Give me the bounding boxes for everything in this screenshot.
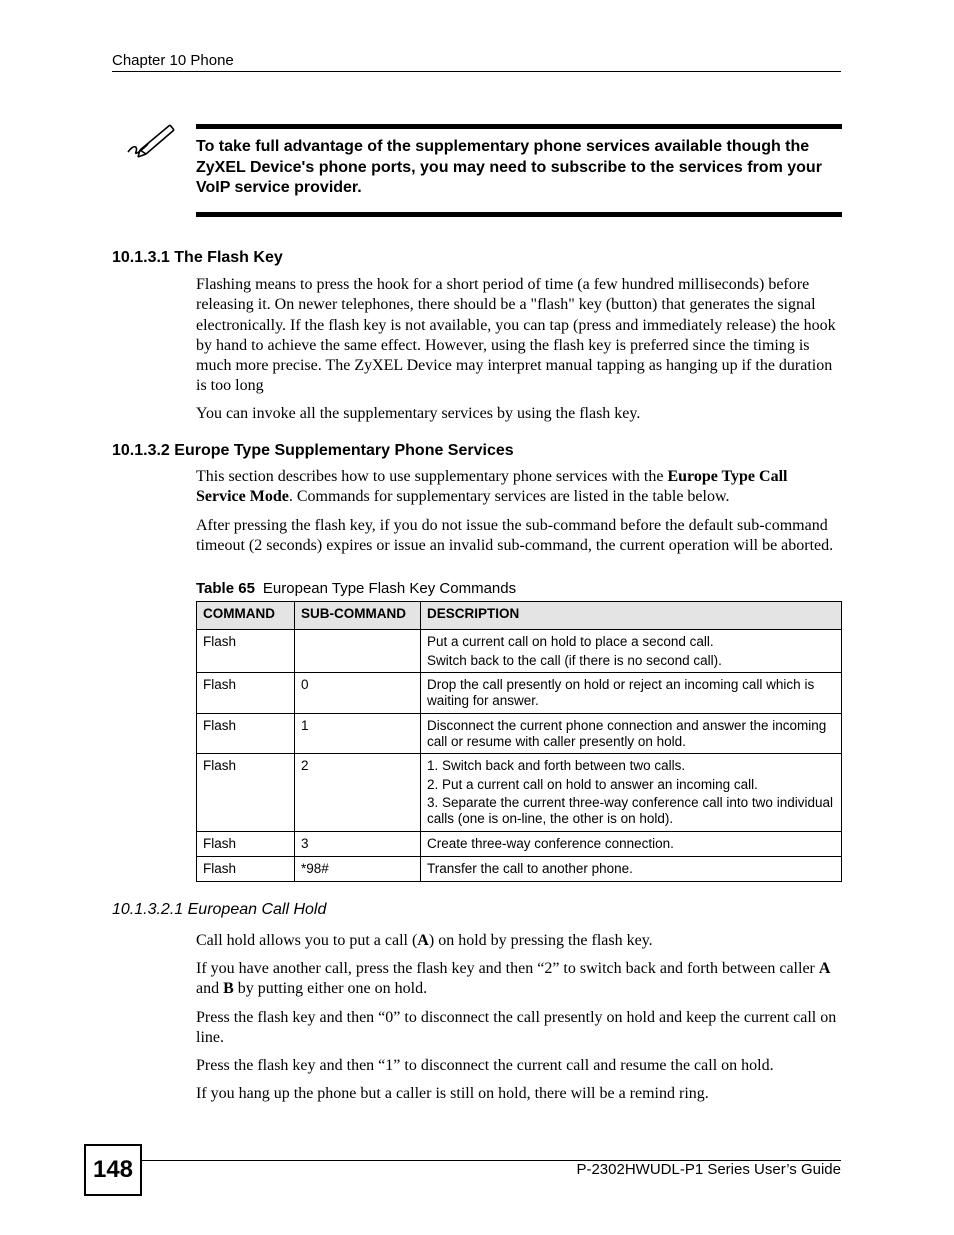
description-line: Drop the call presently on hold or reject an incoming call which is waiting for answer. [427, 677, 815, 708]
chapter-header: Chapter 10 Phone [112, 52, 234, 69]
column-header-command: COMMAND [197, 602, 295, 630]
column-header-description: DESCRIPTION [421, 602, 842, 630]
note-rule-bottom [196, 212, 842, 217]
table-row [197, 630, 842, 673]
table-row [197, 857, 842, 882]
flash-key-commands-table [196, 601, 842, 882]
cell-command: Flash [197, 754, 295, 832]
header-rule [112, 71, 841, 72]
cell-description [421, 857, 842, 882]
heading-european-call-hold: 10.1.3.2.1 European Call Hold [112, 901, 327, 918]
description-line: 3. Separate the current three-way conference call into two individual calls (one is on-line, the other is on hold). [427, 795, 833, 826]
cell-command: Flash [197, 857, 295, 882]
cell-sub-command: 3 [295, 832, 421, 857]
description-line: 1. Switch back and forth between two calls. [427, 758, 686, 773]
cell-description [421, 754, 842, 832]
description-line: Put a current call on hold to place a second call. [427, 634, 714, 649]
paragraph-flash-definition: Flashing means to press the hook for a short period of time (a few hundred milliseconds) before releasing it. On newer telephones, there should be a "flash" key (button) that generates the signal electronically. If the flash key is not available, you can tap (press and immediately release) the hook by hand to achieve the same effect. However, using the flash key is preferred since the timing is much more precise. The ZyXEL Device may interpret manual tapping as hanging up if the duration is too long [196, 276, 836, 395]
paragraph-switch-calls: If you have another call, press the flash key and then “2” to switch back and forth between caller A and B by putting either one on hold. [196, 960, 831, 998]
table-row [197, 714, 842, 754]
description-line: Create three-way conference connection. [427, 836, 674, 851]
column-header-sub-command: SUB-COMMAND [295, 602, 421, 630]
paragraph-disconnect-held: Press the flash key and then “0” to disconnect the call presently on hold and keep the current call on line. [196, 1009, 837, 1047]
table-row [197, 832, 842, 857]
heading-flash-key: 10.1.3.1 The Flash Key [112, 249, 283, 266]
table-row [197, 754, 842, 832]
page-number: 148 [84, 1144, 142, 1196]
description-line: Transfer the call to another phone. [427, 861, 633, 876]
cell-command: Flash [197, 673, 295, 714]
description-line: Switch back to the call (if there is no second call). [427, 652, 722, 668]
cell-description [421, 832, 842, 857]
cell-description [421, 630, 842, 673]
cell-sub-command: 0 [295, 673, 421, 714]
pencil-note-icon [124, 122, 176, 158]
guide-title: P-2302HWUDL-P1 Series User’s Guide [576, 1161, 841, 1178]
cell-sub-command [295, 630, 421, 673]
cell-sub-command: 1 [295, 714, 421, 754]
paragraph-europe-timeout: After pressing the flash key, if you do not issue the sub-command before the default sub-command timeout (2 seconds) expires or issue an invalid sub-command, the current operation will be aborted. [196, 517, 834, 555]
cell-description [421, 714, 842, 754]
cell-command: Flash [197, 630, 295, 673]
description-line: Disconnect the current phone connection and answer the incoming call or resume with caller presently on hold. [427, 718, 827, 749]
cell-sub-command: *98# [295, 857, 421, 882]
table-caption: Table 65 European Type Flash Key Commands [196, 580, 517, 597]
paragraph-remind-ring: If you hang up the phone but a caller is still on hold, there will be a remind ring. [196, 1085, 709, 1102]
note-rule-top [196, 124, 842, 129]
description-line: 2. Put a current call on hold to answer an incoming call. [427, 776, 758, 792]
paragraph-europe-intro: This section describes how to use supplementary phone services with the Europe Type Call Service Mode. Commands for supplementary services are listed in the table below. [196, 468, 788, 506]
table-row [197, 673, 842, 714]
cell-description [421, 673, 842, 714]
paragraph-flash-invoke: You can invoke all the supplementary services by using the flash key. [196, 405, 641, 422]
paragraph-disconnect-current: Press the flash key and then “1” to disconnect the current call and resume the call on hold. [196, 1057, 774, 1074]
note-text: To take full advantage of the supplementary phone services available though the ZyXEL Device's phone ports, you may need to subscribe to the services from your VoIP service provider. [196, 138, 822, 196]
cell-sub-command: 2 [295, 754, 421, 832]
cell-command: Flash [197, 832, 295, 857]
heading-europe-type: 10.1.3.2 Europe Type Supplementary Phone Services [112, 442, 514, 459]
paragraph-call-hold: Call hold allows you to put a call (A) on hold by pressing the flash key. [196, 932, 653, 949]
table-header-row [197, 602, 842, 630]
cell-command: Flash [197, 714, 295, 754]
